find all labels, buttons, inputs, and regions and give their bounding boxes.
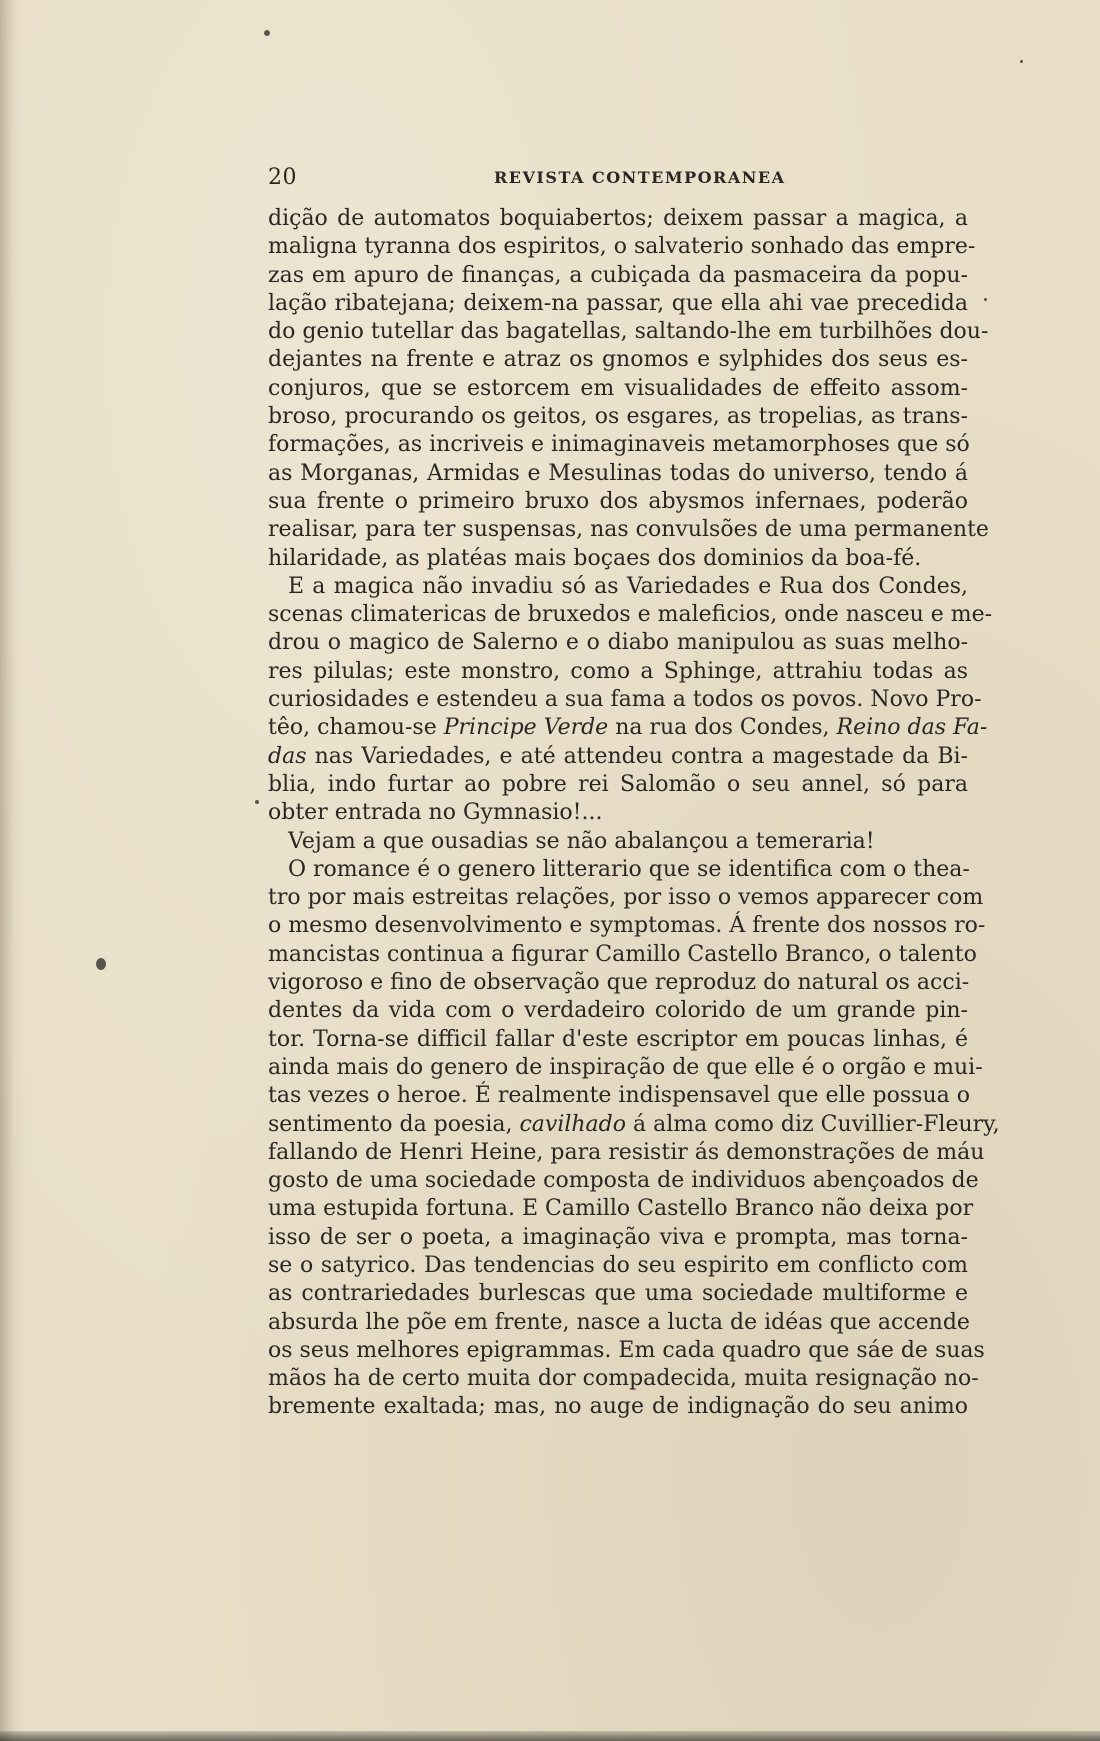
italic-title-reino-das-fadas: Reino das Fa-	[836, 715, 988, 741]
text-line: tas vezes o heroe. É realmente indispensavel que elle possua o	[268, 1083, 970, 1109]
text-line: res pilulas; este monstro, como a Sphinge, attrahiu todas as	[268, 658, 968, 684]
text-run: têo, chamou-se	[268, 715, 444, 741]
text-line: scenas climatericas de bruxedos e maleficios, onde nasceu e me-	[268, 602, 993, 628]
text-line: mancistas continua a figurar Camillo Castello Branco, o talento	[268, 941, 977, 967]
text-line: sua frente o primeiro bruxo dos abysmos infernaes, poderão	[268, 488, 968, 514]
text-line: realisar, para ter suspensas, nas convulsões de uma permanente	[268, 517, 989, 543]
text-line: uma estupida fortuna. E Camillo Castello Branco não deixa por	[268, 1196, 974, 1222]
text-line: os seus melhores epigrammas. Em cada quadro que sáe de suas	[268, 1337, 985, 1363]
text-line: dejantes na frente e atraz os gnomos e sylphides dos seus es-	[268, 347, 968, 373]
ink-speck	[1020, 60, 1023, 63]
page-number: 20	[268, 165, 297, 190]
body-text	[268, 205, 1000, 1422]
text-line: absurda lhe põe em frente, nasce a lucta de idéas que accende	[268, 1309, 970, 1335]
italic-word-cavilhado: cavilhado	[519, 1111, 627, 1137]
text-run: nas Variedades, e até attendeu contra a magestade da Bi-	[306, 743, 968, 769]
text-line	[268, 714, 988, 742]
text-run: na rua dos Condes,	[608, 715, 837, 741]
text-line: gosto de uma sociedade composta de individuos abençoados de	[268, 1168, 979, 1194]
text-line: O romance é o genero litterario que se identifica com o thea-	[288, 856, 970, 882]
text-line: curiosidades e estendeu a sua fama a todos os povos. Novo Pro-	[268, 687, 982, 713]
text-line: Vejam a que ousadias se não abalançou a temeraria!	[288, 828, 875, 854]
text-line: conjuros, que se estorcem em visualidades de effeito assom-	[268, 375, 968, 401]
text-line: E a magica não invadiu só as Variedades e Rua dos Condes,	[288, 573, 968, 599]
italic-title-principe-verde: Principe Verde	[443, 715, 609, 741]
text-line: lação ribatejana; deixem-na passar, que ella ahi vae precedida	[268, 290, 968, 316]
text-line: zas em apuro de finanças, a cubiçada da pasmaceira da popu-	[268, 262, 968, 288]
text-line: do genio tutellar das bagatellas, saltando-lhe em turbilhões dou-	[268, 319, 989, 345]
text-line	[268, 1111, 1000, 1139]
ink-speck	[984, 298, 987, 301]
text-line: formações, as incriveis e inimaginaveis metamorphoses que só	[268, 432, 970, 458]
page-header	[268, 165, 968, 193]
text-line: maligna tyranna dos espiritos, o salvaterio sonhado das empre-	[268, 234, 976, 260]
text-line: as Morganas, Armidas e Mesulinas todas do universo, tendo á	[268, 460, 968, 486]
text-line: isso de ser o poeta, a imaginação viva e prompta, mas torna-	[268, 1224, 968, 1250]
text-line: bremente exaltada; mas, no auge de indignação do seu animo	[268, 1394, 968, 1420]
text-line: dição de automatos boquiabertos; deixem passar a magica, a	[268, 206, 968, 231]
text-line: tro por mais estreitas relações, por isso o vemos apparecer com	[268, 885, 984, 911]
text-line: se o satyrico. Das tendencias do seu espirito em conflicto com	[268, 1252, 968, 1278]
text-line: hilaridade, as platéas mais boçaes dos dominios da boa-fé.	[268, 545, 922, 571]
text-line: o mesmo desenvolvimento e symptomas. Á frente dos nossos ro-	[268, 913, 986, 939]
ink-speck	[264, 30, 270, 36]
text-line: broso, procurando os geitos, os esgares, as tropelias, as trans-	[268, 404, 968, 430]
running-title: REVISTA CONTEMPORANEA	[494, 168, 786, 187]
text-line: obter entrada no Gymnasio!...	[268, 800, 603, 826]
text-run: á alma como diz Cuvillier-Fleury,	[626, 1111, 1000, 1137]
text-run: sentimento da poesia,	[268, 1111, 520, 1137]
ink-speck	[255, 800, 259, 804]
text-line: blia, indo furtar ao pobre rei Salomão o seu annel, só para	[268, 771, 968, 797]
text-line: dentes da vida com o verdadeiro colorido de um grande pin-	[268, 998, 968, 1024]
text-line: vigoroso e fino de observação que reproduz do natural os acci-	[268, 970, 970, 996]
text-line	[268, 743, 968, 771]
text-line: mãos ha de certo muita dor compadecida, muita resignação no-	[268, 1366, 979, 1392]
italic-title-reino-das-fadas: das	[268, 743, 307, 769]
text-line: as contrariedades burlescas que uma sociedade multiforme e	[268, 1281, 968, 1307]
ink-speck	[96, 958, 106, 970]
text-line: drou o magico de Salerno e o diabo manipulou as suas melho-	[268, 630, 968, 656]
text-line: fallando de Henri Heine, para resistir ás demonstrações de máu	[268, 1139, 985, 1165]
text-line: ainda mais do genero de inspiração de que elle é o orgão e mui-	[268, 1054, 983, 1080]
page-bottom-edge	[0, 1731, 1100, 1741]
text-line: tor. Torna-se difficil fallar d'este escriptor em poucas linhas, é	[268, 1026, 968, 1052]
